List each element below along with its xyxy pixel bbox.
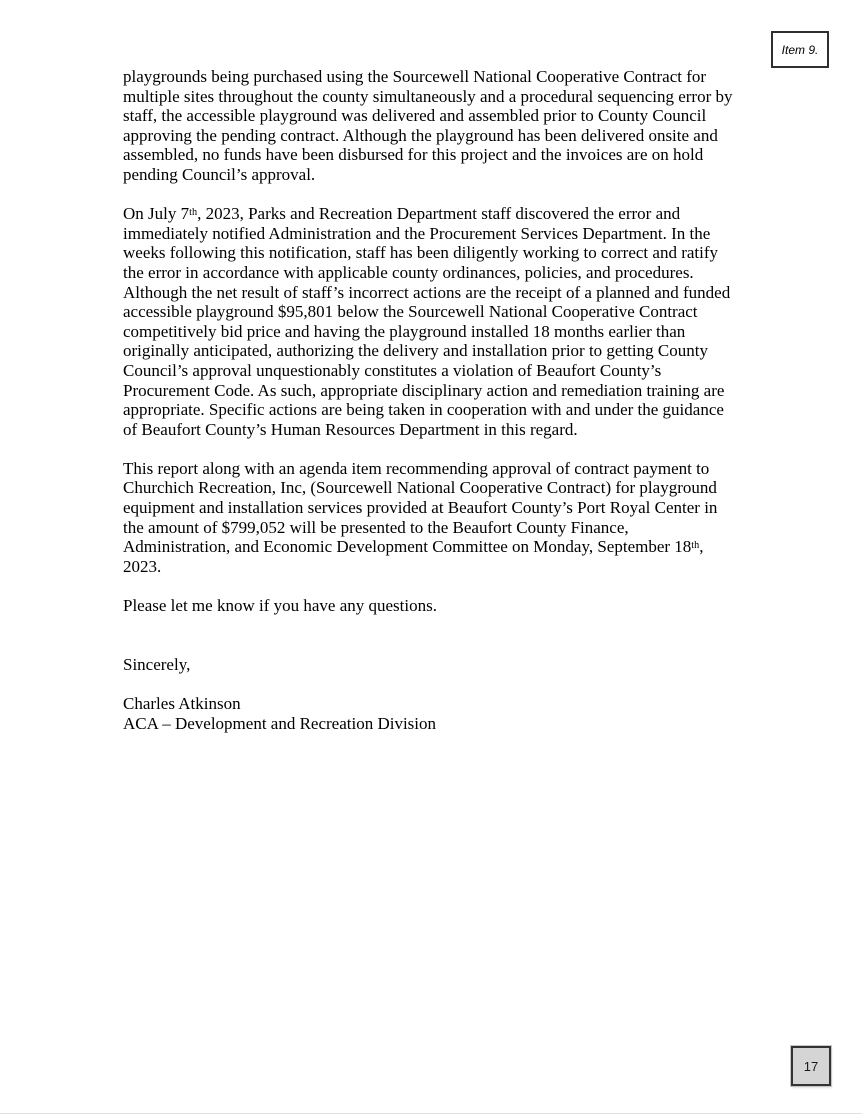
page-number: 17	[803, 1058, 819, 1074]
text-line	[123, 341, 748, 361]
text-line	[123, 322, 748, 342]
text-line	[123, 381, 748, 401]
text-segment: Administration, and Economic Development Committee on Monday, September 18	[123, 537, 692, 557]
text-line	[123, 537, 748, 557]
text-segment: , 2023, Parks and Recreation Department staff discovered the error and	[197, 204, 681, 224]
text-segment: On July 7	[123, 204, 190, 224]
text-segment: assembled, no funds have been disbursed for this project and the invoices are on hold	[123, 145, 704, 165]
text-segment: approving the pending contract. Although the playground has been delivered onsite and	[123, 125, 718, 145]
paragraph	[123, 655, 748, 675]
page-number-badge[interactable]	[791, 1046, 831, 1086]
text-line	[123, 420, 748, 440]
paragraph	[123, 459, 748, 577]
text-segment: Although the net result of staff’s incorrect actions are the receipt of a planned and funded	[123, 282, 731, 302]
text-segment: equipment and installation services provided at Beaufort County’s Port Royal Center in	[123, 498, 718, 518]
text-segment: ,	[699, 537, 704, 557]
text-segment: appropriate. Specific actions are being taken in cooperation with and under the guidance	[123, 400, 724, 420]
text-line	[123, 714, 748, 734]
superscript-text: th	[189, 206, 198, 218]
text-line	[123, 400, 748, 420]
paragraph	[123, 67, 748, 185]
letter-body	[123, 67, 748, 733]
text-segment: immediately notified Administration and the Procurement Services Department. In the	[123, 223, 711, 243]
text-line	[123, 361, 748, 381]
text-segment: weeks following this notification, staff has been diligently working to correct and ratify	[123, 243, 719, 263]
text-segment: pending Council’s approval.	[123, 164, 316, 184]
text-line	[123, 655, 748, 675]
text-line	[123, 459, 748, 479]
text-segment: Churchich Recreation, Inc, (Sourcewell National Cooperative Contract) for playground	[123, 478, 717, 498]
text-line	[123, 283, 748, 303]
text-segment: competitively bid price and having the playground installed 18 months earlier than	[123, 321, 686, 341]
text-line	[123, 498, 748, 518]
text-segment: accessible playground $95,801 below the Sourcewell National Cooperative Contract	[123, 302, 698, 322]
text-segment: of Beaufort County’s Human Resources Department in this regard.	[123, 419, 578, 439]
paragraph	[123, 694, 748, 733]
text-line	[123, 106, 748, 126]
text-segment: multiple sites throughout the county simultaneously and a procedural sequencing error by	[123, 86, 733, 106]
text-line	[123, 145, 748, 165]
text-segment: ACA – Development and Recreation Division	[123, 713, 437, 733]
text-line	[123, 126, 748, 146]
text-segment: the amount of $799,052 will be presented to the Beaufort County Finance,	[123, 517, 629, 537]
text-line	[123, 224, 748, 244]
text-line	[123, 204, 748, 224]
text-line	[123, 165, 748, 185]
text-segment: This report along with an agenda item recommending approval of contract payment to	[123, 458, 710, 478]
paragraph	[123, 596, 748, 616]
text-segment: Please let me know if you have any questions.	[123, 596, 437, 616]
page-bottom-edge	[0, 1113, 862, 1114]
text-line	[123, 67, 748, 87]
text-line	[123, 478, 748, 498]
text-segment: staff, the accessible playground was delivered and assembled prior to County Council	[123, 106, 707, 126]
text-segment: the error in accordance with applicable county ordinances, policies, and procedures.	[123, 262, 694, 282]
text-line	[123, 243, 748, 263]
text-segment: Council’s approval unquestionably constitutes a violation of Beaufort County’s	[123, 360, 662, 380]
text-line	[123, 263, 748, 283]
text-segment: playgrounds being purchased using the Sourcewell National Cooperative Contract for	[123, 67, 707, 86]
item-badge-link[interactable]	[771, 31, 829, 68]
text-segment: originally anticipated, authorizing the delivery and installation prior to getting County	[123, 341, 708, 361]
text-line	[123, 694, 748, 714]
superscript-text: th	[691, 539, 700, 551]
text-segment: 2023.	[123, 556, 162, 576]
text-line	[123, 87, 748, 107]
text-line	[123, 302, 748, 322]
text-line	[123, 518, 748, 538]
paragraph	[123, 204, 748, 439]
text-segment: Sincerely,	[123, 654, 191, 674]
text-line	[123, 557, 748, 577]
text-segment: Charles Atkinson	[123, 694, 241, 713]
text-line	[123, 596, 748, 616]
item-badge-label: Item 9.	[781, 42, 819, 57]
text-segment: Procurement Code. As such, appropriate disciplinary action and remediation training are	[123, 380, 725, 400]
